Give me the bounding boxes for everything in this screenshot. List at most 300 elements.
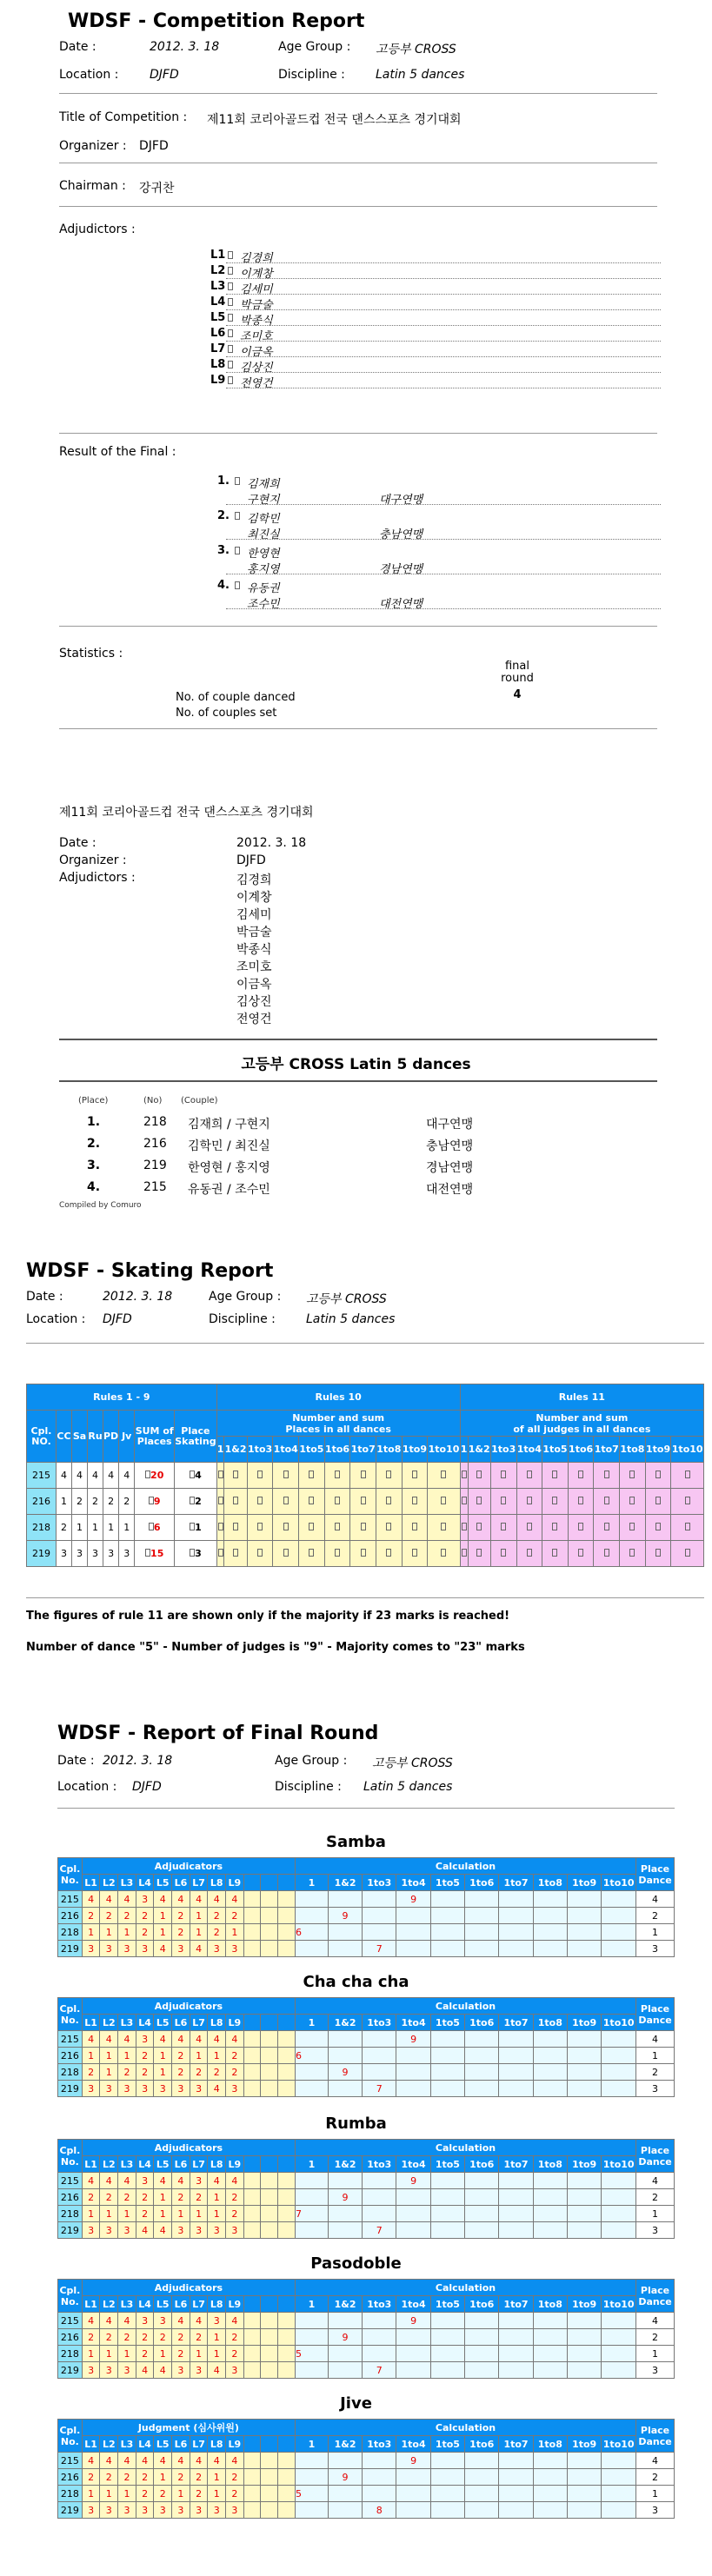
judge-col-header: L5: [154, 2296, 172, 2313]
judge-mark: 3: [136, 1941, 154, 1957]
calc-cell: 9: [396, 2453, 430, 2469]
calc-cell: [499, 2313, 533, 2329]
result-club: 경남연맹: [379, 563, 423, 576]
judge-mark-empty: [278, 2048, 296, 2064]
place-dance: 3: [636, 2502, 675, 2519]
rule11-cell: [671, 1515, 704, 1541]
calc-cell: 7: [363, 2362, 396, 2379]
checkbox-icon: [257, 1497, 263, 1504]
fr-location-value: DJFD: [132, 1780, 162, 1794]
judge-mark: 1: [154, 2048, 172, 2064]
judge-col-header: L6: [172, 2436, 190, 2453]
judge-mark-empty: [261, 2081, 278, 2097]
judge-mark-empty: [243, 1941, 261, 1957]
judge-col-header: L9: [226, 2436, 244, 2453]
judge-mark: 1: [190, 1908, 208, 1924]
checkbox-icon: [655, 1497, 661, 1504]
calc-cell: [363, 2048, 396, 2064]
judge-mark-empty: [278, 2453, 296, 2469]
rule10-cell: [273, 1515, 299, 1541]
judge-col-header: L8: [208, 2296, 226, 2313]
calc-cell: [295, 2222, 328, 2239]
checkbox-icon: [501, 1471, 506, 1478]
calc-cell: [567, 2362, 601, 2379]
event-title: 고등부 CROSS Latin 5 dances: [241, 1056, 471, 1073]
calc-cell: [295, 2329, 328, 2346]
calc-cell: [499, 2048, 533, 2064]
fr-age-group-value: 고등부 CROSS: [372, 1756, 453, 1770]
dance-place: 4: [57, 1463, 72, 1489]
place-dance: 2: [636, 2469, 675, 2486]
calc-cell: [430, 2486, 464, 2502]
judge-mark: 2: [172, 2064, 190, 2081]
checkbox-icon: [309, 1471, 314, 1478]
calc-col-header: 1&2: [328, 2436, 362, 2453]
judge-mark: 1: [208, 2469, 226, 2486]
couples-set-label: No. of couples set: [176, 707, 277, 720]
cpl-header: Cpl. No.: [58, 2140, 83, 2173]
judge-mark-empty: [243, 2081, 261, 2097]
judge-col-header: L5: [154, 1875, 172, 1891]
result-leader: 김학민: [247, 513, 280, 526]
calc-cell: [567, 1891, 601, 1908]
summary-adjudicator: 박금술: [236, 926, 272, 939]
summary-date-value: 2012. 3. 18: [236, 836, 307, 850]
dotted-line: [226, 325, 661, 326]
calc-col-header: 1to8: [533, 2436, 567, 2453]
judge-mark: 1: [100, 2486, 118, 2502]
judge-mark: 4: [154, 2362, 172, 2379]
checkbox-icon: [228, 267, 233, 275]
judge-mark: 2: [118, 2329, 136, 2346]
place-dance-header: Place Dance: [636, 1858, 675, 1891]
place-dance-header: Place Dance: [636, 2420, 675, 2453]
checkbox-icon: [501, 1549, 506, 1557]
judge-mark: 4: [136, 2362, 154, 2379]
rule11-cell: [645, 1489, 671, 1515]
judge-mark-empty: [278, 2486, 296, 2502]
calc-cell: [499, 2206, 533, 2222]
checkbox-icon: [685, 1497, 690, 1504]
judge-mark: 3: [226, 2222, 244, 2239]
rule10-cell: [350, 1515, 376, 1541]
calc-cell: [499, 2486, 533, 2502]
calc-cell: 6: [295, 2048, 328, 2064]
place-col-header: 1to6: [324, 1437, 350, 1463]
place-value: 4: [195, 1470, 202, 1481]
calc-cell: 7: [363, 2081, 396, 2097]
dotted-line: [226, 504, 661, 505]
summary-number: 215: [143, 1180, 167, 1194]
calc-col-header: 1to10: [602, 2436, 636, 2453]
place-dance: 1: [636, 2486, 675, 2502]
rule10-cell: [402, 1489, 428, 1515]
calc-cell: [465, 2486, 499, 2502]
judge-mark: 4: [154, 2031, 172, 2048]
calc-col-header: 1to3: [363, 2436, 396, 2453]
judge-mark: 4: [190, 1891, 208, 1908]
couple-number: 215: [58, 2313, 83, 2329]
calc-cell: [430, 2453, 464, 2469]
rule11-cell: [460, 1489, 468, 1515]
rule11-cell: [490, 1541, 516, 1567]
summary-couple: 유동권 / 조수민: [188, 1183, 270, 1197]
judge-mark-empty: [278, 2469, 296, 2486]
result-club: 대전연맹: [379, 598, 423, 611]
calc-col-header: 1&2: [328, 2296, 362, 2313]
checkbox-icon: [335, 1497, 340, 1504]
calc-cell: [567, 2206, 601, 2222]
calc-cell: [430, 1908, 464, 1924]
calc-cell: [363, 2031, 396, 2048]
summary-title: 제11회 코리아골드컵 전국 댄스스포츠 경기대회: [59, 806, 314, 820]
calc-cell: [567, 1908, 601, 1924]
checkbox-icon: [386, 1497, 391, 1504]
judge-mark: 3: [136, 2502, 154, 2519]
judge-mark-empty: [278, 2064, 296, 2081]
checkbox-icon: [235, 512, 240, 520]
judge-mark-empty: [261, 1891, 278, 1908]
checkbox-icon: [412, 1549, 417, 1557]
judge-mark: 4: [100, 2313, 118, 2329]
judge-mark: 3: [118, 2081, 136, 2097]
adjudicator-code: L5: [210, 311, 226, 324]
calc-cell: [396, 2081, 430, 2097]
couple-number: 216: [58, 1908, 83, 1924]
rule11-cell: [460, 1541, 468, 1567]
place-dance-header: Place Dance: [636, 2280, 675, 2313]
place-dance: 3: [636, 2222, 675, 2239]
judge-mark: 1: [154, 2346, 172, 2362]
skating-discipline-value: Latin 5 dances: [306, 1312, 396, 1326]
calc-cell: [430, 2346, 464, 2362]
judge-mark: 2: [136, 2206, 154, 2222]
checkbox-icon: [552, 1523, 557, 1530]
calc-cell: [465, 1924, 499, 1941]
place-col-header: 1to5: [299, 1437, 325, 1463]
result-partner: 최진실: [247, 528, 280, 541]
judge-mark: 2: [82, 2329, 100, 2346]
judge-mark: 3: [100, 1941, 118, 1957]
calc-cell: [499, 2173, 533, 2189]
judge-col-header: L8: [208, 1875, 226, 1891]
skating-date-value: 2012. 3. 18: [103, 1290, 173, 1304]
judge-mark: 3: [118, 2222, 136, 2239]
calculation-header: Calculation: [295, 1998, 635, 2015]
calc-col-header: 1to4: [396, 2436, 430, 2453]
calc-cell: 7: [295, 2206, 328, 2222]
calc-cell: [430, 2313, 464, 2329]
judge-mark: 2: [100, 2189, 118, 2206]
calc-cell: [295, 2469, 328, 2486]
judge-mark: 3: [118, 2362, 136, 2379]
calc-cell: [363, 2469, 396, 2486]
calc-cell: [328, 2346, 362, 2362]
judge-mark: 4: [208, 2362, 226, 2379]
judge-col-header: L7: [190, 2296, 208, 2313]
place-col-header: 1to10: [671, 1437, 704, 1463]
judge-mark: 4: [154, 2222, 172, 2239]
location-value: DJFD: [150, 68, 179, 82]
couple-number: 219: [58, 2362, 83, 2379]
judge-mark-empty: [243, 1908, 261, 1924]
calc-col-header: 1to5: [430, 2015, 464, 2031]
dance-place: 3: [88, 1541, 103, 1567]
calc-cell: [430, 1924, 464, 1941]
calc-cell: [430, 2048, 464, 2064]
calc-cell: [465, 2362, 499, 2379]
dance-place: 4: [72, 1463, 88, 1489]
calc-cell: [567, 2329, 601, 2346]
judge-mark: 1: [154, 2206, 172, 2222]
judge-mark: 3: [100, 2222, 118, 2239]
age-group-label: Age Group :: [278, 40, 351, 54]
calc-cell: [602, 2031, 636, 2048]
checkbox-icon: [655, 1471, 661, 1478]
couple-number: 216: [27, 1489, 57, 1515]
judge-mark: 2: [172, 2329, 190, 2346]
place-col-header: 1to8: [620, 1437, 646, 1463]
calc-cell: [363, 2453, 396, 2469]
calc-cell: [533, 1908, 567, 1924]
calc-cell: [430, 2502, 464, 2519]
judge-mark: 1: [100, 2048, 118, 2064]
checkbox-icon: [309, 1523, 314, 1530]
place-dance: 1: [636, 2048, 675, 2064]
judge-mark: 3: [226, 2081, 244, 2097]
checkbox-icon: [441, 1523, 446, 1530]
adjudicator-name: 박금술: [240, 299, 273, 312]
calc-cell: [430, 2031, 464, 2048]
judge-mark-empty: [278, 2313, 296, 2329]
judge-mark: 4: [82, 2031, 100, 2048]
dance-place: 2: [72, 1489, 88, 1515]
rule11-cell: [671, 1541, 704, 1567]
judge-col-header-empty: [278, 2296, 296, 2313]
judge-mark: 3: [172, 2502, 190, 2519]
place-dance: 4: [636, 2453, 675, 2469]
skating-col-header: CC: [57, 1411, 72, 1463]
judge-mark-empty: [243, 2313, 261, 2329]
rule11-cell: [468, 1515, 490, 1541]
checkbox-icon: [441, 1471, 446, 1478]
judge-col-header: L8: [208, 2436, 226, 2453]
adjudicator-code: L6: [210, 327, 226, 340]
checkbox-icon: [629, 1471, 635, 1478]
rule11-cell: [516, 1515, 542, 1541]
checkbox-icon: [228, 376, 233, 384]
checkbox-icon: [604, 1471, 609, 1478]
calc-col-header: 1to8: [533, 2296, 567, 2313]
calc-cell: [499, 1908, 533, 1924]
calc-cell: [430, 2362, 464, 2379]
fr-age-group-label: Age Group :: [275, 1754, 348, 1768]
judge-mark-empty: [243, 2486, 261, 2502]
judge-col-header: L3: [118, 1875, 136, 1891]
judge-mark: 4: [100, 2173, 118, 2189]
judge-mark: 1: [226, 1924, 244, 1941]
dance-title: Samba: [326, 1833, 386, 1851]
couple-number: 215: [27, 1463, 57, 1489]
judge-mark-empty: [278, 2173, 296, 2189]
col-no-header: (No): [143, 1096, 163, 1105]
judge-mark: 3: [154, 2502, 172, 2519]
skating-table: [26, 1384, 704, 1567]
dotted-line: [226, 294, 661, 295]
judge-mark: 3: [208, 2222, 226, 2239]
judge-mark: 2: [118, 2064, 136, 2081]
judge-col-header-empty: [261, 2015, 278, 2031]
adjudicator-name: 김상진: [240, 362, 273, 375]
calc-cell: [430, 2469, 464, 2486]
calc-cell: [567, 2346, 601, 2362]
place-col-header: 1to9: [645, 1437, 671, 1463]
calc-cell: [363, 2206, 396, 2222]
rule10-cell: [324, 1541, 350, 1567]
rule11-cell: [468, 1489, 490, 1515]
place-skating: [175, 1515, 216, 1541]
skating-date-label: Date :: [26, 1290, 63, 1304]
rule11-subheader: Number and sum of all judges in all dances: [460, 1411, 703, 1437]
judge-mark: 4: [190, 2313, 208, 2329]
calc-col-header: 1to3: [363, 2015, 396, 2031]
judge-mark-empty: [243, 2346, 261, 2362]
calc-cell: [602, 1924, 636, 1941]
judge-mark-empty: [278, 2031, 296, 2048]
place-col-header: 1: [460, 1437, 468, 1463]
result-place: 4.: [217, 579, 230, 592]
skating-col-header: Place Skating: [175, 1411, 216, 1463]
judge-mark: 4: [226, 2031, 244, 2048]
calc-cell: [465, 2206, 499, 2222]
place-value: 1: [195, 1522, 202, 1533]
calc-col-header: 1to4: [396, 2156, 430, 2173]
calc-cell: [602, 2081, 636, 2097]
checkbox-icon: [235, 581, 240, 589]
judge-mark: 4: [154, 2453, 172, 2469]
judge-col-header: L3: [118, 2296, 136, 2313]
checkbox-icon: [361, 1471, 366, 1478]
calc-cell: [363, 2189, 396, 2206]
rule10-cell: [376, 1463, 402, 1489]
judge-mark: 3: [208, 2502, 226, 2519]
judge-mark: 1: [190, 1924, 208, 1941]
rule11-cell: [490, 1515, 516, 1541]
calc-col-header: 1to3: [363, 2156, 396, 2173]
checkbox-icon: [604, 1497, 609, 1504]
calc-col-header: 1to3: [363, 2296, 396, 2313]
dotted-line: [226, 356, 661, 357]
couple-number: 218: [58, 2486, 83, 2502]
checkbox-icon: [361, 1497, 366, 1504]
calc-col-header: 1&2: [328, 2156, 362, 2173]
judge-col-header: L2: [100, 1875, 118, 1891]
judge-col-header: L1: [82, 2156, 100, 2173]
checkbox-icon: [257, 1471, 263, 1478]
dotted-line: [226, 262, 661, 263]
judge-mark: 3: [136, 1891, 154, 1908]
checkbox-icon: [228, 298, 233, 306]
judge-col-header: L4: [136, 2296, 154, 2313]
skating-col-header: Cpl. NO.: [27, 1411, 57, 1463]
compiled-by: Compiled by Comuro: [59, 1201, 142, 1210]
rule10-subheader: Number and sum Places in all dances: [216, 1411, 460, 1437]
calc-cell: [396, 2362, 430, 2379]
place-col-header: 1to3: [247, 1437, 273, 1463]
adjudicators-header: Adjudicators: [82, 2280, 295, 2296]
checkbox-icon: [578, 1523, 583, 1530]
calc-cell: [499, 2329, 533, 2346]
summary-date-label: Date :: [59, 836, 96, 850]
judge-mark-empty: [261, 2453, 278, 2469]
fr-date-value: 2012. 3. 18: [103, 1754, 173, 1768]
calc-col-header: 1to3: [363, 1875, 396, 1891]
calc-cell: 9: [328, 2189, 362, 2206]
skating-col-header: PD: [103, 1411, 119, 1463]
checkbox-icon: [476, 1497, 482, 1504]
rule10-cell: [350, 1489, 376, 1515]
judge-mark-empty: [261, 1908, 278, 1924]
calc-cell: [465, 1908, 499, 1924]
summary-adjudicator: 조미호: [236, 960, 272, 974]
rule10-cell: [428, 1489, 460, 1515]
judge-mark: 1: [100, 1924, 118, 1941]
judge-col-header: L3: [118, 2156, 136, 2173]
checkbox-icon: [527, 1549, 532, 1557]
dance-place: 1: [88, 1515, 103, 1541]
sum-of-places: [135, 1489, 175, 1515]
calc-cell: [602, 1941, 636, 1957]
summary-adjudictors-label: Adjudictors :: [59, 871, 136, 885]
judge-col-header: L7: [190, 2436, 208, 2453]
judge-mark: 2: [118, 2469, 136, 2486]
judge-col-header: L9: [226, 2296, 244, 2313]
summary-adjudicator: 김경희: [236, 873, 272, 887]
dance-place: 4: [119, 1463, 135, 1489]
judge-mark: 2: [226, 2469, 244, 2486]
judge-mark: 2: [172, 2048, 190, 2064]
checkbox-icon: [361, 1523, 366, 1530]
judge-mark-empty: [278, 2206, 296, 2222]
adjudicator-code: L8: [210, 358, 226, 371]
dance-table: [57, 1857, 675, 1957]
checkbox-icon: [604, 1549, 609, 1557]
place-value: 2: [195, 1496, 202, 1507]
calc-cell: [363, 1924, 396, 1941]
summary-adjudicator: 박종식: [236, 943, 272, 957]
calc-col-header: 1to5: [430, 1875, 464, 1891]
judge-mark: 3: [154, 2313, 172, 2329]
calc-col-header: 1: [295, 2156, 328, 2173]
result-partner: 홍지영: [247, 563, 280, 576]
judge-mark-empty: [243, 2469, 261, 2486]
judge-mark: 3: [82, 2222, 100, 2239]
judge-mark: 2: [82, 1908, 100, 1924]
calc-cell: [602, 2486, 636, 2502]
rule10-cell: [247, 1541, 273, 1567]
divider: [59, 206, 657, 207]
judge-mark: 4: [100, 2453, 118, 2469]
calc-col-header: 1to4: [396, 2296, 430, 2313]
rule11-cell: [594, 1541, 620, 1567]
calc-cell: [465, 2329, 499, 2346]
judge-col-header: L2: [100, 2156, 118, 2173]
calc-cell: [533, 2346, 567, 2362]
calc-cell: [567, 2502, 601, 2519]
checkbox-icon: [462, 1497, 467, 1504]
date-value: 2012. 3. 18: [150, 40, 220, 54]
checkbox-icon: [228, 251, 233, 259]
